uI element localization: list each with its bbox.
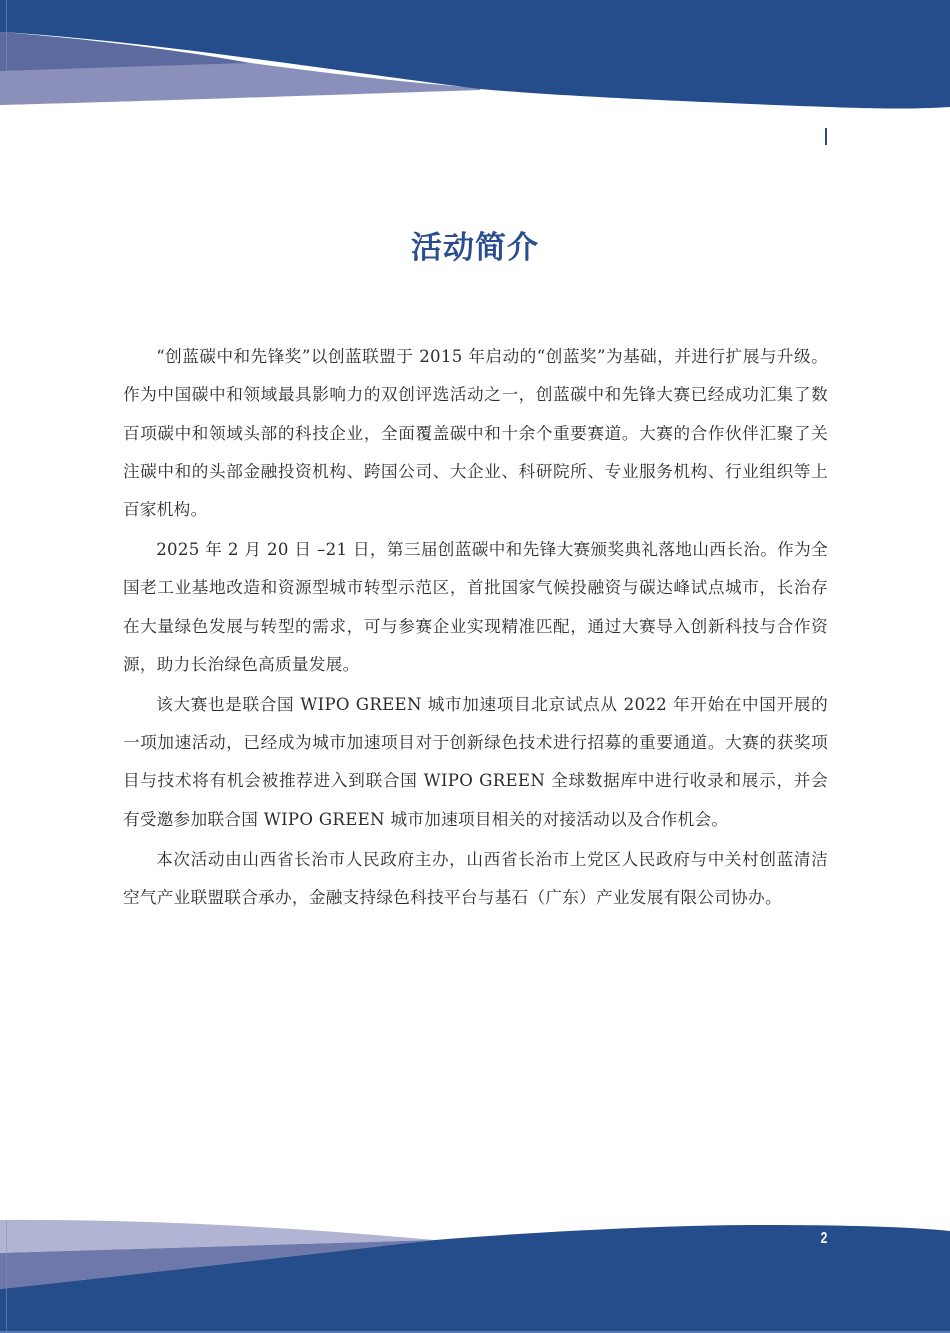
paragraph-organizers: 本次活动由山西省长治市人民政府主办，山西省长治市上党区人民政府与中关村创蓝清洁空气产业联盟联合承办，金融支持绿色科技平台与基石（广东）产业发展有限公司协办。	[123, 849, 828, 907]
header-wave-banner	[0, 0, 950, 115]
paragraph-intro: “创蓝碳中和先锋奖”以创蓝联盟于 2015 年启动的“创蓝奖”为基础，并进行扩展与升级。作为中国碳中和领域最具影响力的双创评选活动之一，创蓝碳中和先锋大赛已经成功汇集了数百项碳中和领域头部的科技企业，全面覆盖碳中和十余个重要赛道。大赛的合作伙伴汇聚了关注碳中和的头部金融投资机构、跨国公司、大企业、科研院所、专业服务机构、行业组织等上百家机构。	[123, 347, 828, 520]
page-title: 活动简介	[411, 230, 539, 266]
page-number: 2	[820, 1230, 828, 1247]
paragraph-wipo-green: 该大赛也是联合国 WIPO GREEN 城市加速项目北京试点从 2022 年开始在中国开展的一项加速活动，已经成为城市加速项目对于创新绿色技术进行招募的重要通道。大赛的获奖项目与技术将有机会被推荐进入到联合国 WIPO GREEN 全球数据库中进行收录和展示，并会有受邀参加联合国 WIPO GREEN 城市加速项目相关的对接活动以及合作机会。	[123, 694, 828, 829]
header-divider-mark	[825, 128, 827, 145]
footer-wave-banner	[0, 1200, 950, 1333]
body-content	[123, 338, 828, 919]
paragraph-ceremony: 2025 年 2 月 20 日 –21 日，第三届创蓝碳中和先锋大赛颁奖典礼落地山西长治。作为全国老工业基地改造和资源型城市转型示范区，首批国家气候投融资与碳达峰试点城市，长治存在大量绿色发展与转型的需求，可与参赛企业实现精准匹配，通过大赛导入创新科技与合作资源，助力长治绿色高质量发展。	[123, 540, 828, 674]
